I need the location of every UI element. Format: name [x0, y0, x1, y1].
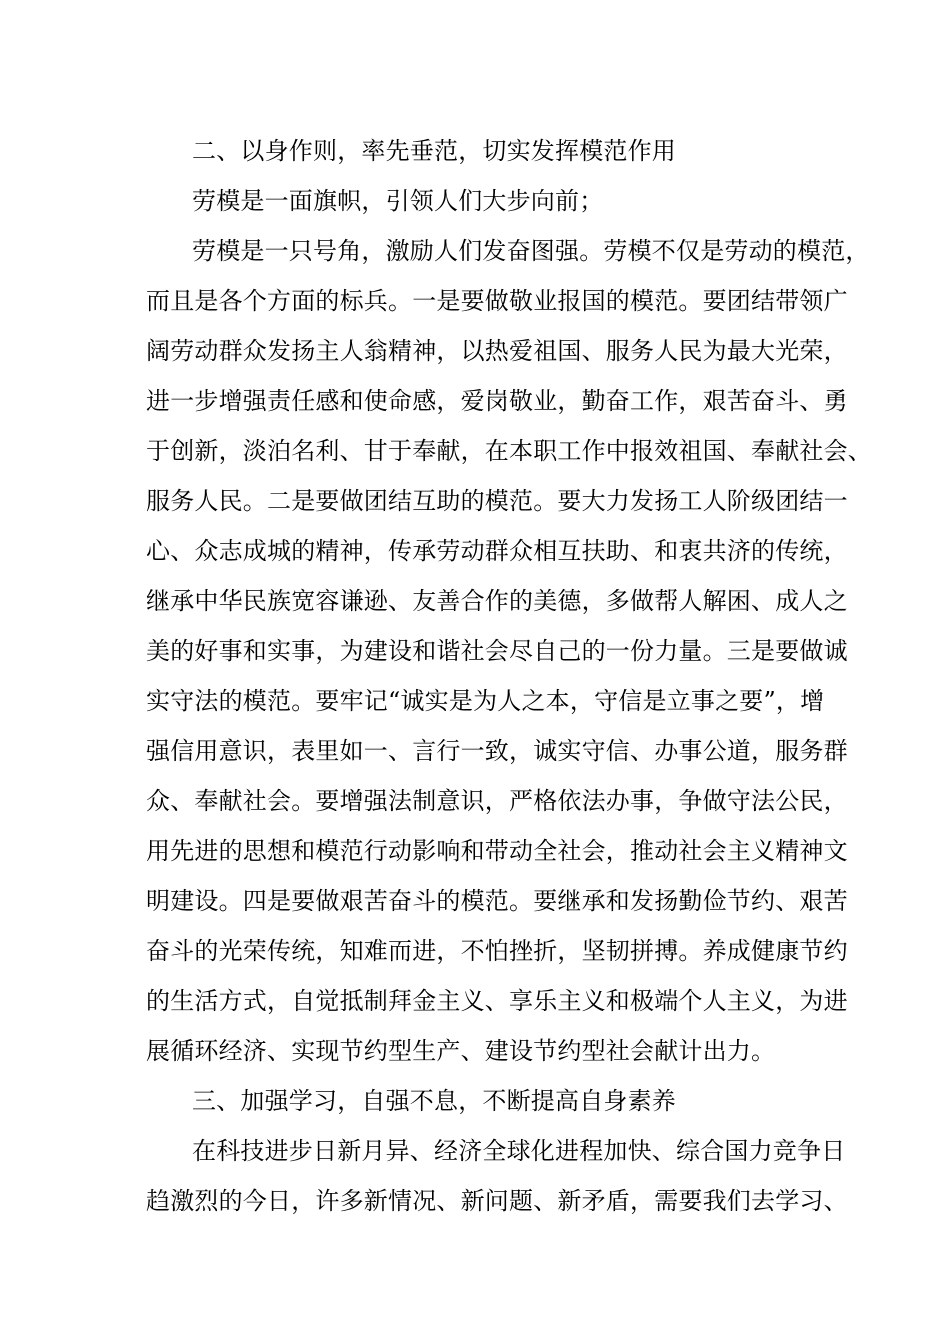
section-heading-3: 三、加强学习，自强不息，不断提高自身素养: [192, 1087, 676, 1115]
paragraph-line: 阔劳动群众发扬主人翁精神，以热爱祖国、服务人民为最大光荣，: [146, 337, 848, 365]
paragraph-line: 趋激烈的今日，许多新情况、新问题、新矛盾，需要我们去学习、: [146, 1187, 848, 1215]
paragraph-line: 明建设。四是要做艰苦奋斗的模范。要继承和发扬勤俭节约、艰苦: [146, 887, 848, 915]
paragraph-line: 的生活方式，自觉抵制拜金主义、享乐主义和极端个人主义，为进: [146, 987, 848, 1015]
paragraph-line: 服务人民。二是要做团结互助的模范。要大力发扬工人阶级团结一: [146, 487, 848, 515]
paragraph-line: 美的好事和实事，为建设和谐社会尽自己的一份力量。三是要做诚: [146, 637, 848, 665]
section-heading-2: 二、以身作则，率先垂范，切实发挥模范作用: [192, 137, 676, 165]
paragraph-line: 强信用意识，表里如一、言行一致，诚实守信、办事公道，服务群: [146, 737, 848, 765]
paragraph-line: 在科技进步日新月异、经济全球化进程加快、综合国力竞争日: [192, 1137, 846, 1165]
paragraph-line: 奋斗的光荣传统，知难而进，不怕挫折，坚韧拼搏。养成健康节约: [146, 937, 848, 965]
paragraph-line: 继承中华民族宽容谦逊、友善合作的美德，多做帮人解困、成人之: [146, 587, 848, 615]
paragraph-line: 劳模是一只号角，激励人们发奋图强。劳模不仅是劳动的模范，: [192, 237, 870, 265]
paragraph-line: 于创新，淡泊名利、甘于奉献，在本职工作中报效祖国、奉献社会、: [146, 437, 872, 465]
paragraph-line: 实守法的模范。要牢记“诚实是为人之本，守信是立事之要”，增: [146, 687, 825, 715]
paragraph-line: 众、奉献社会。要增强法制意识，严格依法办事，争做守法公民，: [146, 787, 848, 815]
paragraph-line: 用先进的思想和模范行动影响和带动全社会，推动社会主义精神文: [146, 837, 848, 865]
paragraph-line: 展循环经济、实现节约型生产、建设节约型社会献计出力。: [146, 1037, 776, 1065]
paragraph-line: 劳模是一面旗帜，引领人们大步向前；: [192, 187, 604, 215]
paragraph-line: 进一步增强责任感和使命感，爱岗敬业，勤奋工作，艰苦奋斗、勇: [146, 387, 848, 415]
paragraph-line: 心、众志成城的精神，传承劳动群众相互扶助、和衷共济的传统，: [146, 537, 848, 565]
paragraph-line: 而且是各个方面的标兵。一是要做敬业报国的模范。要团结带领广: [146, 287, 848, 315]
